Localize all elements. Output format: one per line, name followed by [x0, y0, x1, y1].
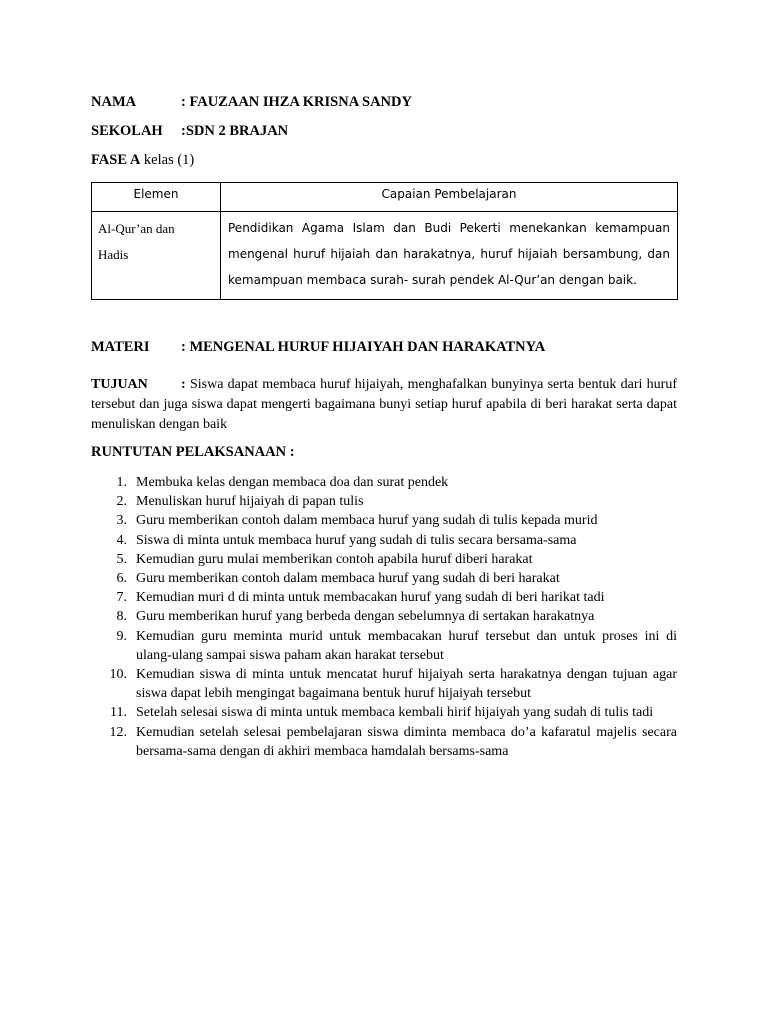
step-number: 12.: [109, 724, 127, 740]
list-item: [91, 473, 677, 492]
materi-line: [91, 339, 545, 356]
step-text: Guru memberikan huruf yang berbeda dengan sebelumnya di sertakan harakatnya: [136, 609, 595, 625]
step-number: 6.: [116, 571, 127, 587]
step-number: 2.: [116, 494, 127, 510]
step-text: Guru memberikan contoh dalam membaca huruf yang sudah di tulis kepada murid: [136, 513, 598, 529]
materi-value: : MENGENAL HURUF HIJAIYAH DAN HARAKATNYA: [181, 339, 546, 355]
step-text: Membuka kelas dengan membaca doa dan surat pendek: [136, 475, 449, 490]
step-text: Kemudian guru meminta murid untuk membacakan huruf tersebut dan untuk proses ini di ulang-ulang sampai siswa paham akan harakat tersebut: [136, 628, 677, 663]
cell-capaian: Pendidikan Agama Islam dan Budi Pekerti menekankan kemampuan mengenal huruf hijaiah dan harakatnya, huruf hijaiah bersambung, dan kemampuan membaca surah- surah pendek Al-Qur’an dengan baik.: [221, 212, 678, 300]
step-number: 7.: [116, 590, 127, 606]
list-item: [91, 665, 677, 703]
sekolah-value: :SDN 2 BRAJAN: [181, 123, 289, 139]
list-item: [91, 531, 677, 550]
cell-elemen: [92, 212, 221, 300]
step-text: Setelah selesai siswa di minta untuk membaca kembali hirif hijaiyah yang sudah di tulis tadi: [136, 705, 654, 721]
list-item: [91, 723, 677, 761]
tujuan-value: Siswa dapat membaca huruf hijaiyah, menghafalkan bunyinya serta bentuk dari huruf tersebut dan juga siswa dapat mengerti bagaimana bunyi setiap huruf apabila di beri harakat serta dapat menuliskan dengan baik: [91, 377, 678, 432]
sekolah-label: SEKOLAH: [91, 123, 163, 139]
fase-value: kelas (1): [143, 152, 195, 168]
fase-line: [91, 152, 194, 169]
table-row: [92, 212, 678, 300]
list-item: [91, 588, 677, 607]
step-text: Kemudian guru mulai memberikan contoh apabila huruf diberi harakat: [136, 551, 533, 567]
fase-label: FASE A: [91, 152, 141, 168]
step-text: Guru memberikan contoh dalam membaca huruf yang sudah di beri harakat: [136, 571, 560, 587]
step-number: 8.: [116, 609, 127, 625]
step-text: Kemudian muri d di minta untuk membacakan huruf yang sudah di beri harikat tadi: [136, 590, 605, 606]
table-header-row: [92, 183, 678, 212]
step-number: 1.: [116, 475, 127, 490]
step-text: Menuliskan huruf hijaiyah di papan tulis: [136, 494, 364, 510]
list-item: [91, 607, 677, 626]
list-item: [91, 511, 677, 530]
step-number: 5.: [116, 551, 127, 567]
step-number: 9.: [116, 628, 127, 644]
nama-line: [91, 94, 412, 111]
capaian-table: [91, 182, 678, 300]
header-elemen: Elemen: [92, 183, 221, 212]
tujuan-colon: :: [181, 377, 186, 392]
step-number: 10.: [109, 667, 127, 683]
elemen-line-2: Hadis: [98, 247, 129, 262]
tujuan-label: TUJUAN: [91, 377, 148, 392]
nama-value: : FAUZAAN IHZA KRISNA SANDY: [181, 94, 412, 110]
list-item: [91, 492, 677, 511]
steps-list: [91, 473, 677, 761]
step-number: 3.: [116, 513, 127, 529]
step-number: 4.: [116, 532, 127, 548]
nama-label: NAMA: [91, 94, 137, 110]
list-item: [91, 550, 677, 569]
tujuan-paragraph: [91, 375, 677, 435]
step-text: Kemudian setelah selesai pembelajaran siswa diminta membaca do’a kafaratul majelis secara bersama-sama dengan di akhiri membaca hamdalah bersams-sama: [136, 724, 677, 759]
step-text: Siswa di minta untuk membaca huruf yang sudah di tulis secara bersama-sama: [136, 532, 577, 548]
elemen-line-1: Al-Qur’an dan: [98, 221, 175, 236]
list-item: [91, 703, 677, 722]
step-number: 11.: [110, 705, 127, 721]
list-item: [91, 627, 677, 665]
list-item: [91, 569, 677, 588]
step-text: Kemudian siswa di minta untuk mencatat huruf hijaiyah serta harakatnya dengan tujuan agar siswa dapat lebih mengingat bagaimana bentuk huruf hijaiyah tersebut: [136, 667, 677, 702]
sekolah-line: [91, 123, 288, 140]
materi-label: MATERI: [91, 339, 150, 355]
runtutan-title: RUNTUTAN PELAKSANAAN :: [91, 444, 295, 460]
header-capaian: Capaian Pembelajaran: [221, 183, 678, 212]
